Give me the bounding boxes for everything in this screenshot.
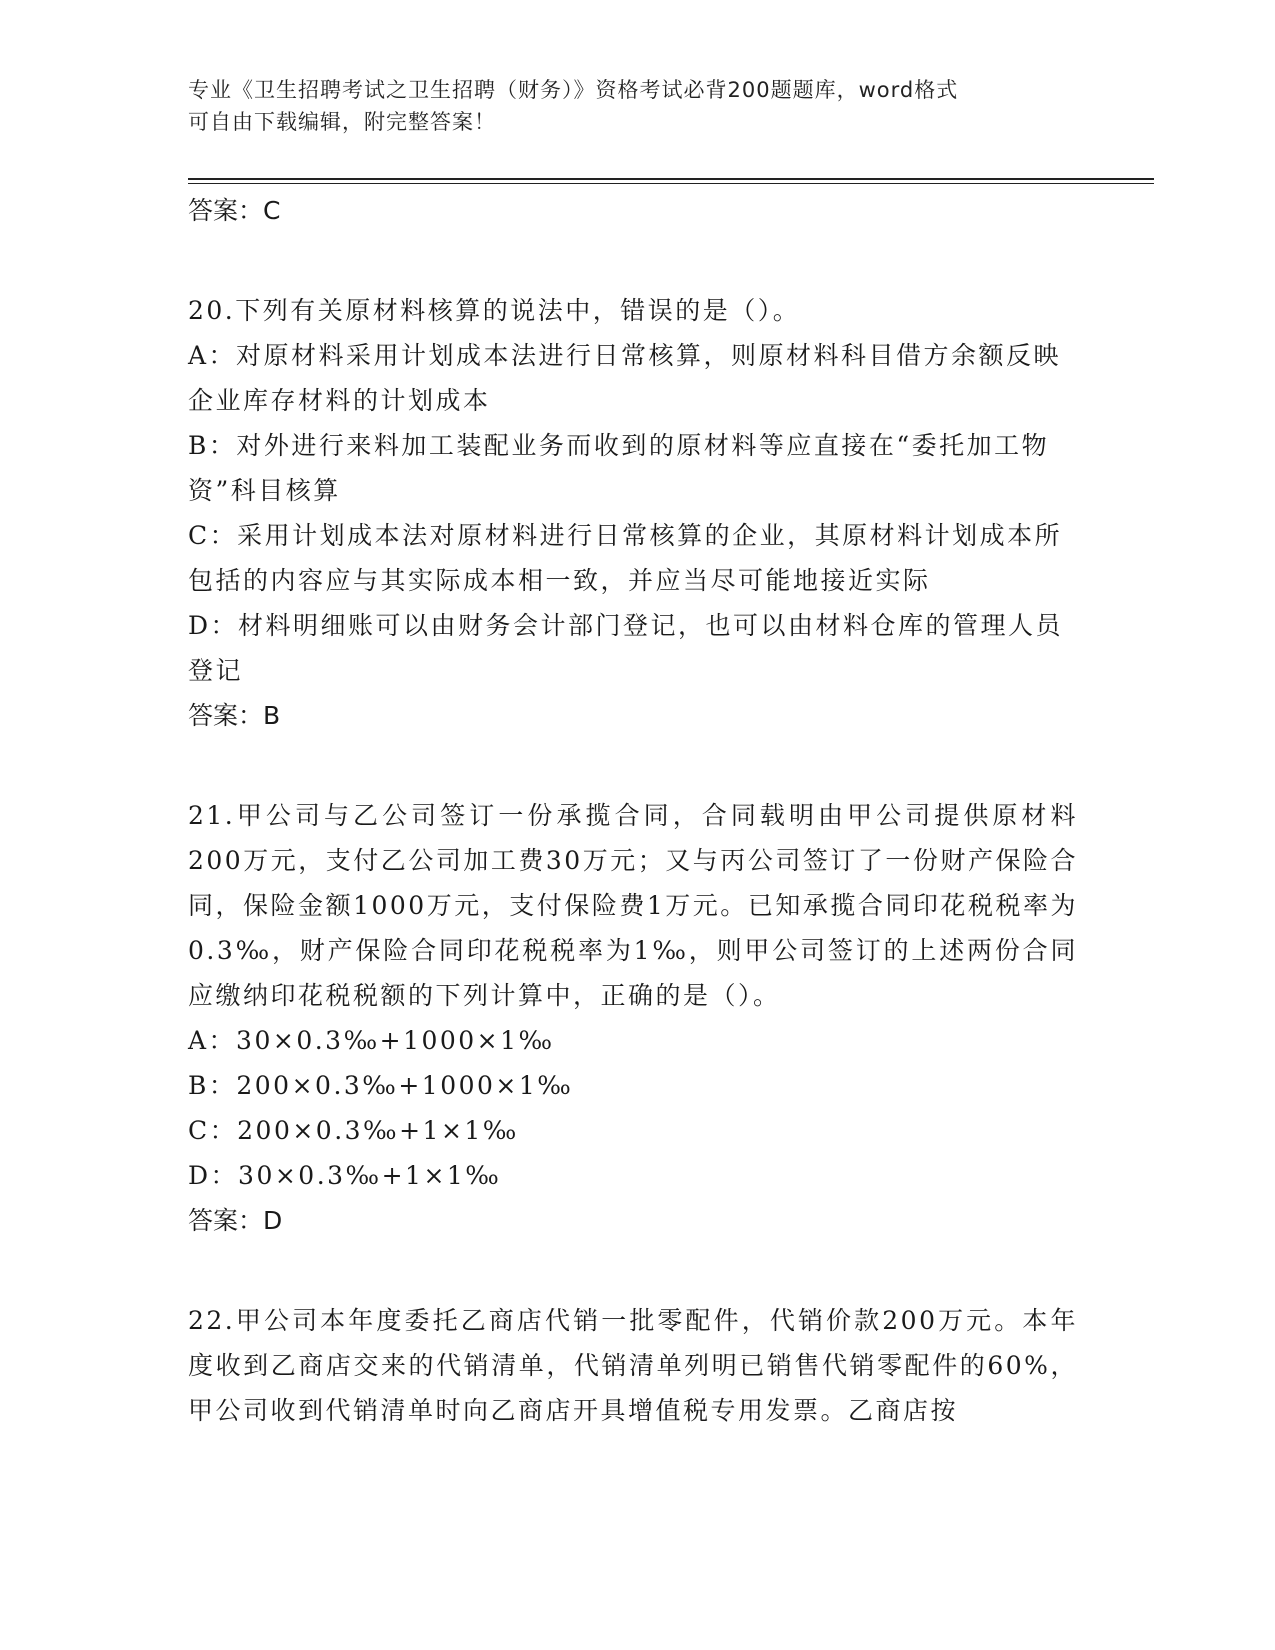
option-b: B：对外进行来料加工装配业务而收到的原材料等应直接在“委托加工物资”科目核算 xyxy=(188,431,1050,505)
option-a: A：30×0.3‰+1000×1‰ xyxy=(188,1026,555,1055)
option-c: C：200×0.3‰+1×1‰ xyxy=(188,1116,519,1145)
option-a: A：对原材料采用计划成本法进行日常核算，则原材料科目借方余额反映企业库存材料的计划成本 xyxy=(188,341,1062,415)
header-line-1: 专业《卫生招聘考试之卫生招聘（财务）》资格考试必背200题题库，word格式 xyxy=(188,78,959,102)
option-d: D：30×0.3‰+1×1‰ xyxy=(188,1161,502,1190)
question-20 xyxy=(188,288,1078,739)
spacer xyxy=(188,1244,1078,1298)
question-22 xyxy=(188,1298,1078,1433)
header-divider-thick xyxy=(188,178,1154,180)
spacer xyxy=(188,234,1078,288)
option-d: D：材料明细账可以由财务会计部门登记，也可以由材料仓库的管理人员登记 xyxy=(188,611,1064,685)
question-21 xyxy=(188,793,1078,1244)
option-b: B：200×0.3‰+1000×1‰ xyxy=(188,1071,574,1100)
spacer xyxy=(188,739,1078,793)
option-c: C：采用计划成本法对原材料进行日常核算的企业，其原材料计划成本所包括的内容应与其实际成本相一致，并应当尽可能地接近实际 xyxy=(188,521,1063,595)
question-text: 20.下列有关原材料核算的说法中，错误的是（）。 xyxy=(188,296,801,325)
header-divider-thin xyxy=(188,183,1154,184)
answer-line: 答案：B xyxy=(188,701,281,730)
header-line-2: 可自由下载编辑，附完整答案！ xyxy=(188,110,496,134)
document-header xyxy=(188,74,1088,138)
question-text: 21.甲公司与乙公司签订一份承揽合同，合同载明由甲公司提供原材料200万元，支付乙公司加工费30万元；又与丙公司签订了一份财产保险合同，保险金额1000万元，支付保险费1万元。已知承揽合同印花税税率为0.3‰，财产保险合同印花税税率为1‰，则甲公司签订的上述两份合同应缴纳印花税税额的下列计算中，正确的是（）。 xyxy=(188,801,1078,1010)
answer-line: 答案：C xyxy=(188,196,281,225)
answer-line: 答案：D xyxy=(188,1206,283,1235)
document-body xyxy=(188,188,1078,1433)
question-text: 22.甲公司本年度委托乙商店代销一批零配件，代销价款200万元。本年度收到乙商店交来的代销清单，代销清单列明已销售代销零配件的60%，甲公司收到代销清单时向乙商店开具增值税专用发票。乙商店按 xyxy=(188,1306,1078,1425)
